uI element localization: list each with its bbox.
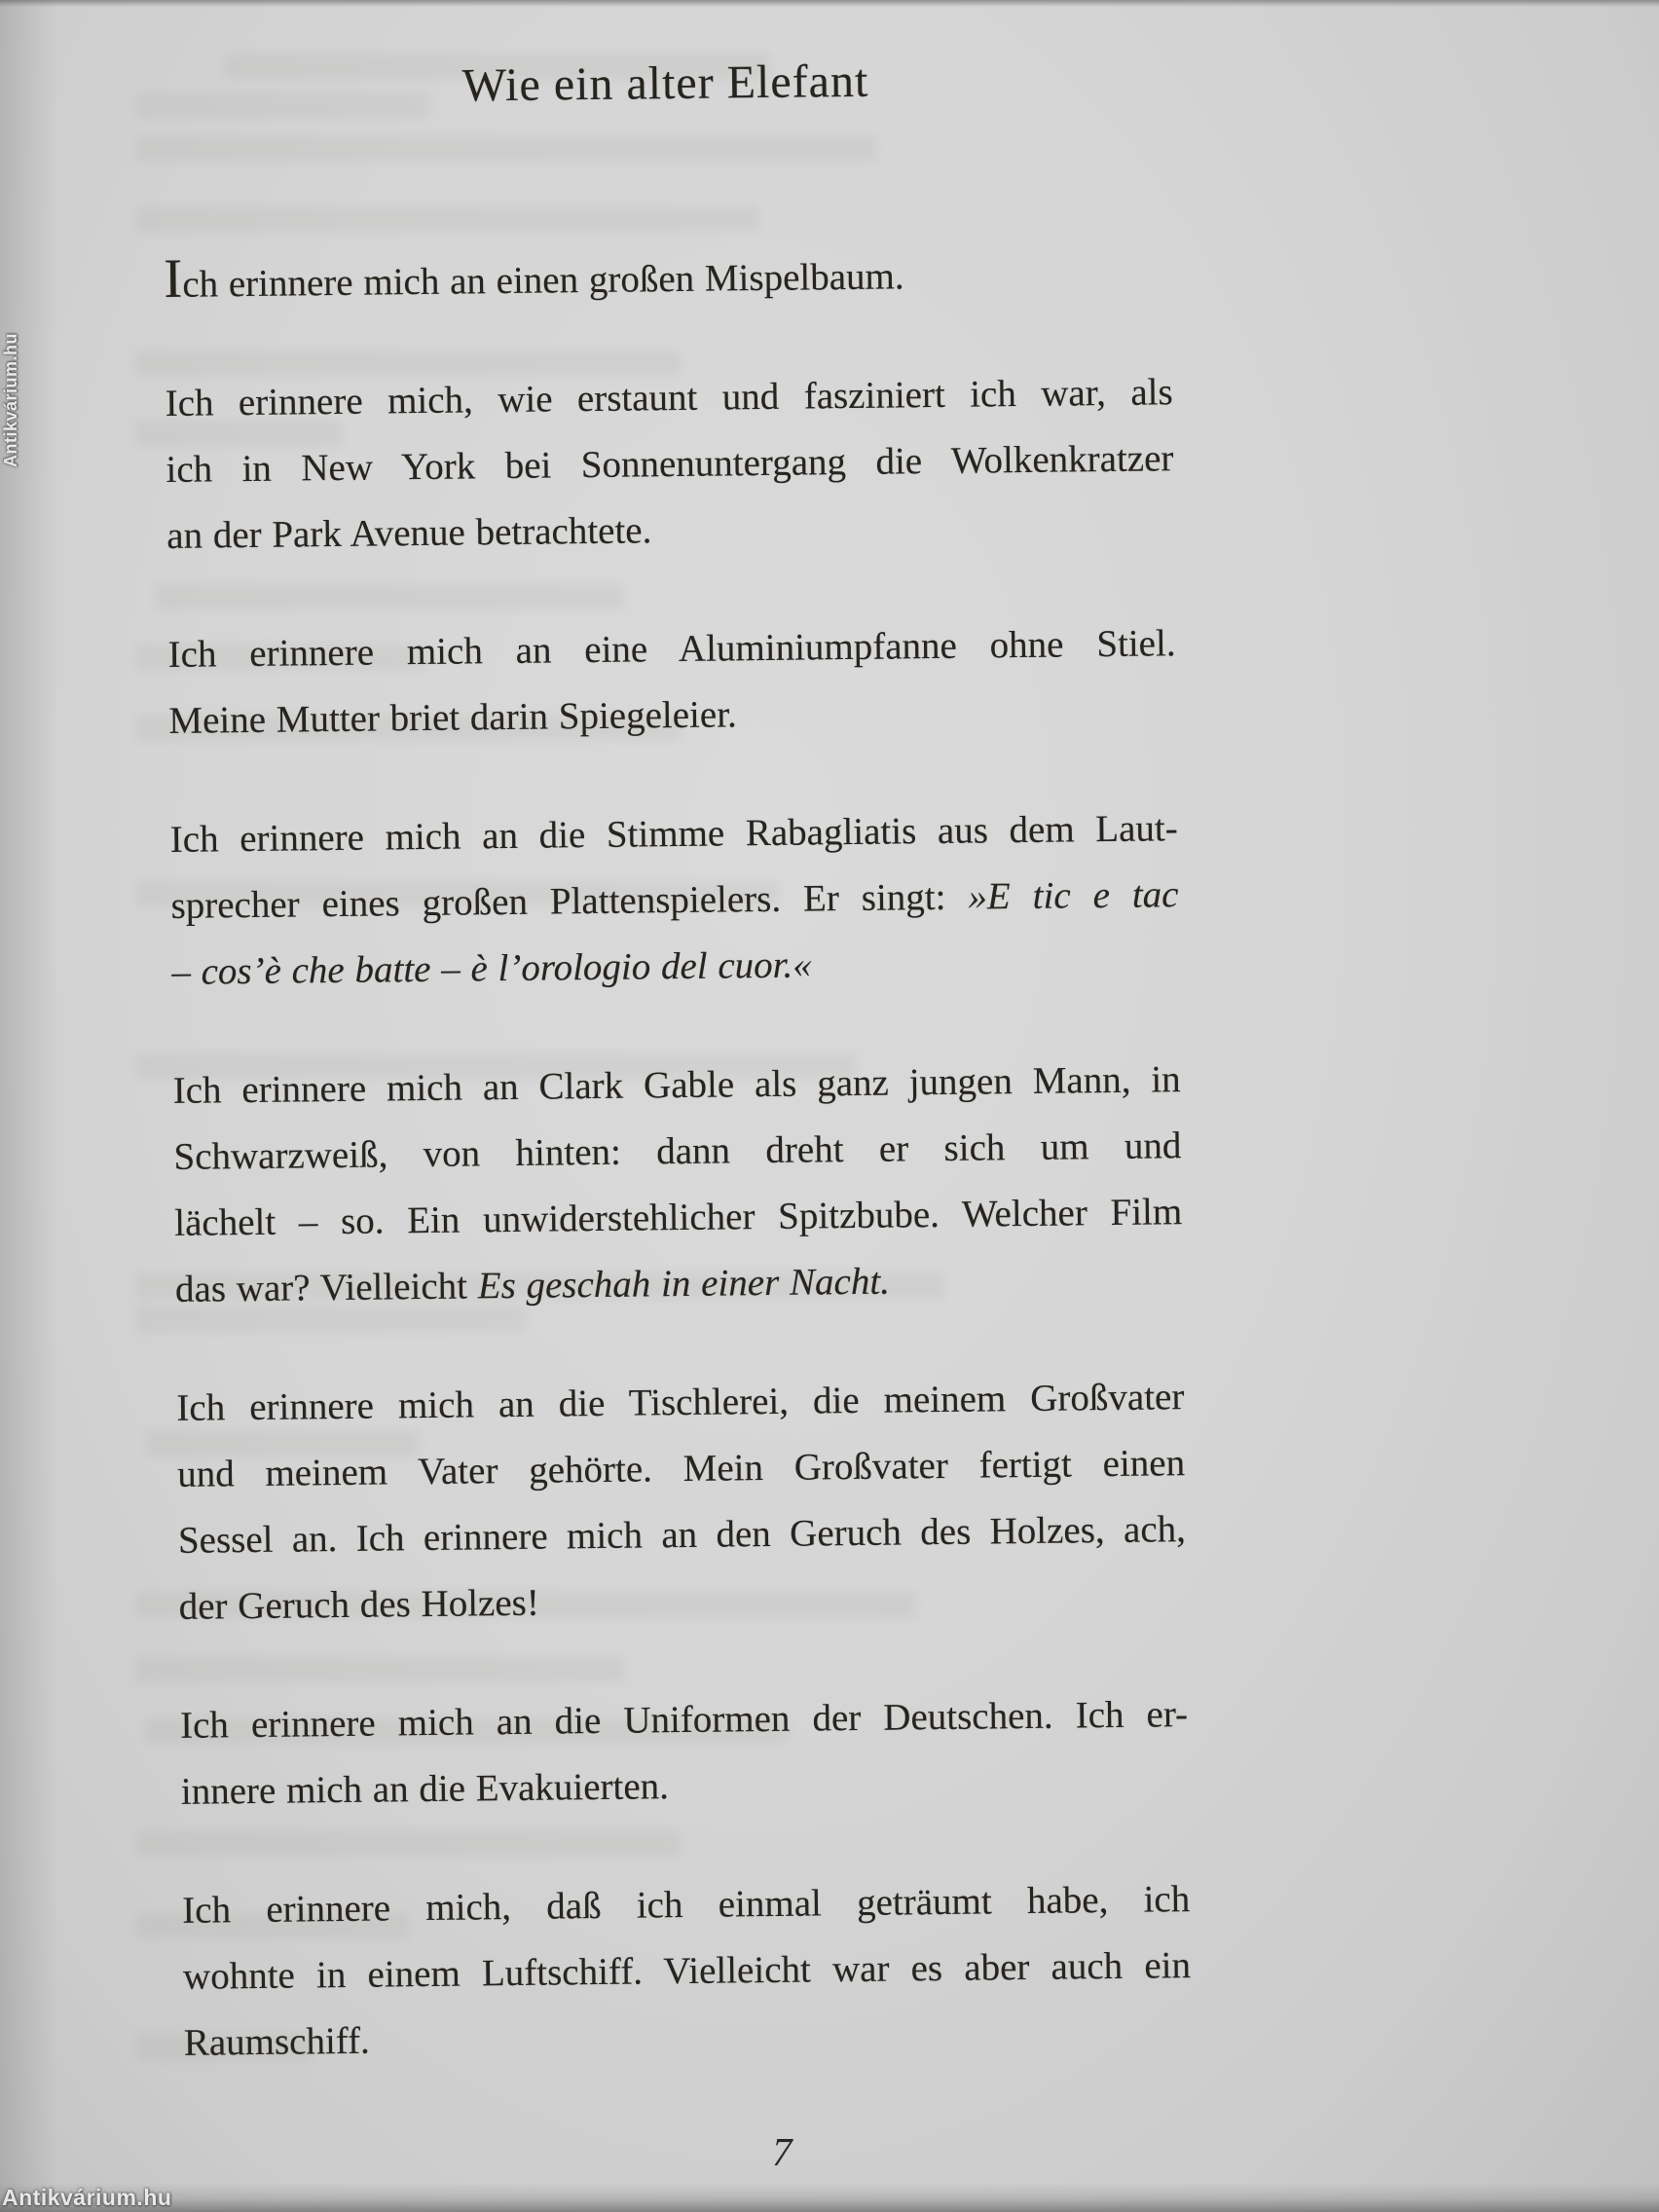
italic-run: »E tic e tac — [968, 873, 1179, 918]
text-line — [173, 1113, 1182, 1191]
text-line — [178, 1496, 1187, 1574]
text-line — [170, 862, 1179, 940]
italic-run: – cos’è che batte – è l’orologio del cuor.« — [171, 943, 813, 993]
text-run: an der Park Avenue betrachtete. — [166, 509, 652, 557]
text-run: innere mich an die Evakuierten. — [180, 1765, 670, 1813]
paragraph — [182, 1866, 1192, 2077]
drop-initial: I — [163, 247, 183, 310]
paragraph — [172, 1047, 1183, 1323]
text-line — [166, 492, 1175, 570]
text-line — [180, 1748, 1189, 1825]
watermark-bottom: Antikvárium.hu — [2, 2185, 172, 2210]
text-run: Ich erinnere mich an die Uniformen der Deutschen. Ich er- — [179, 1693, 1189, 1747]
text-line — [167, 610, 1176, 688]
paragraph — [167, 610, 1176, 755]
paragraph — [165, 359, 1174, 570]
text-line — [165, 359, 1173, 437]
text-run: der Geruch des Holzes! — [178, 1581, 540, 1628]
text-line — [174, 1179, 1183, 1257]
text-run: sprecher eines großen Plattenspielers. Er singt: — [170, 875, 969, 927]
text-block — [161, 0, 1192, 2077]
text-run: ich in New York bei Sonnenuntergang die Wolkenkratzer — [166, 437, 1174, 491]
text-run: Ich erinnere mich, wie erstaunt und fasziniert ich war, als — [165, 371, 1173, 424]
watermark-vertical: Antikvárium.hu — [1, 332, 20, 467]
text-line — [175, 1245, 1184, 1323]
paragraphs — [164, 240, 1192, 2077]
text-run: lächelt – so. Ein unwiderstehlicher Spitzbube. Welcher Film — [174, 1191, 1183, 1244]
text-line — [180, 1681, 1189, 1759]
text-run: Schwarzweiß, von hinten: dann dreht er sich um und — [173, 1124, 1182, 1178]
text-run: ch erinnere mich an einen großen Mispelbaum. — [182, 255, 904, 306]
text-run: und meinem Vater gehörte. Mein Großvater fertigt einen — [176, 1442, 1186, 1495]
text-line — [182, 1866, 1191, 1944]
text-line — [183, 1999, 1192, 2077]
text-run: das war? Vielleicht — [174, 1265, 478, 1310]
text-run: Ich erinnere mich an Clark Gable als ganz jungen Mann, in — [172, 1058, 1181, 1112]
text-line — [172, 1047, 1181, 1124]
text-line — [171, 928, 1180, 1006]
italic-run: Es geschah in einer Nacht. — [477, 1260, 891, 1308]
paragraph — [164, 240, 1172, 318]
text-line — [177, 1430, 1186, 1508]
text-run: Ich erinnere mich, daß ich einmal geträumt habe, ich — [182, 1878, 1191, 1932]
paragraph — [169, 795, 1179, 1006]
text-line — [166, 425, 1174, 503]
text-run: Meine Mutter briet darin Spiegeleier. — [168, 693, 738, 742]
paragraph — [180, 1681, 1189, 1825]
text-run: Raumschiff. — [183, 2019, 371, 2064]
text-line — [169, 795, 1178, 873]
text-line — [183, 1933, 1192, 2010]
text-line — [168, 677, 1177, 755]
text-line — [178, 1563, 1187, 1641]
page-number: 7 — [772, 2129, 793, 2174]
text-run: Ich erinnere mich an die Tischlerei, die meinem Großvater — [176, 1376, 1185, 1429]
text-line — [164, 240, 1172, 318]
paragraph — [176, 1364, 1187, 1641]
text-run: wohnte in einem Luftschiff. Vielleicht war es aber auch ein — [182, 1944, 1192, 1998]
text-line — [176, 1364, 1185, 1442]
page-title: Wie ein alter Elefant — [461, 55, 869, 112]
text-run: Sessel an. Ich erinnere mich an den Geruch des Holzes, ach, — [177, 1508, 1187, 1562]
text-run: Ich erinnere mich an eine Aluminiumpfanne ohne Stiel. — [167, 622, 1176, 676]
text-run: Ich erinnere mich an die Stimme Rabagliatis aus dem Laut- — [169, 807, 1178, 861]
